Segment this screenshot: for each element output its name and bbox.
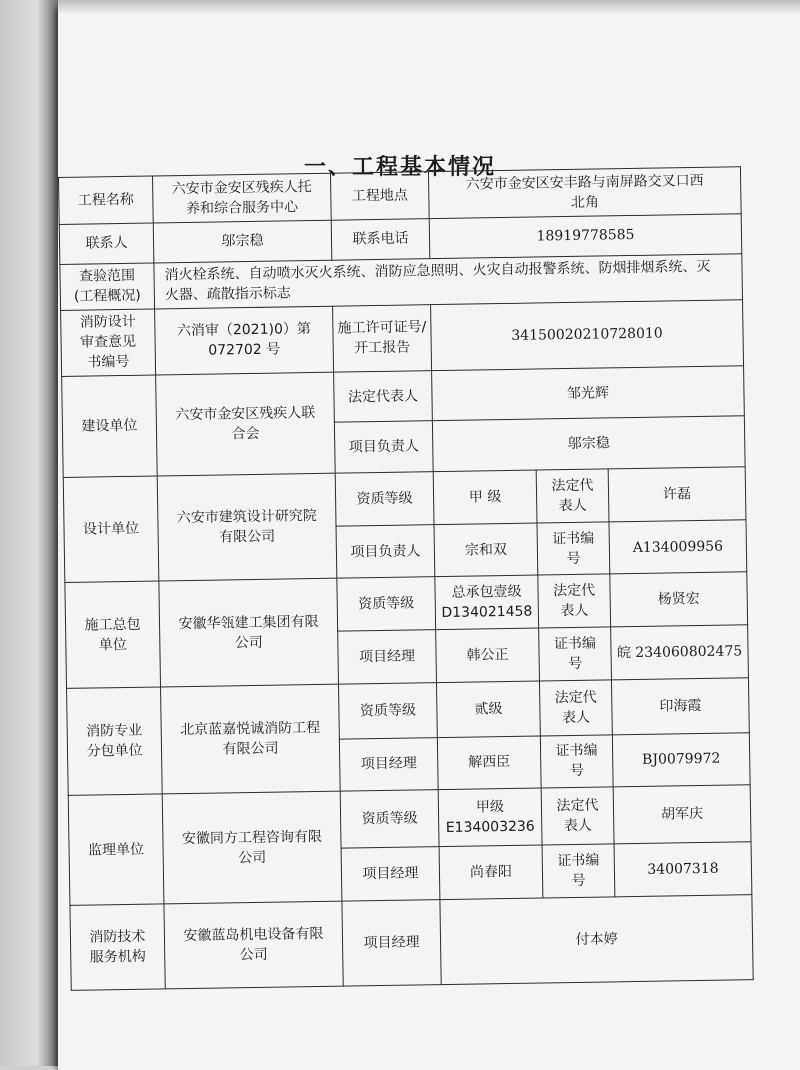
label-subcontractor-qualification: 资质等级: [338, 682, 437, 738]
table-row: [68, 785, 751, 852]
label-contractor-qualification: 资质等级: [337, 577, 436, 631]
builder-name-value: 六安市金安区残疾人联 合会: [156, 372, 336, 476]
label-design-certificate: 证书编 号: [537, 522, 610, 576]
label-general-contractor: 施工总包 单位: [65, 581, 161, 688]
label-subcontractor-certificate: 证书编 号: [540, 734, 613, 788]
contractor-name-value: 安徽华瓴建工集团有限 公司: [159, 579, 339, 687]
design-legal-rep-value: 许磊: [608, 467, 746, 522]
label-contractor-project-manager: 项目经理: [338, 630, 437, 684]
label-tech-service: 消防技术 服务机构: [70, 904, 165, 991]
project-name-value: 六安市金安区残疾人托 养和综合服务中心: [152, 173, 331, 222]
design-project-head-value: 宗和双: [434, 523, 538, 577]
design-unit-value: 六安市建筑设计研究院 有限公司: [157, 473, 337, 581]
table-row: [70, 894, 753, 990]
permit-no-value: 34150020210728010: [431, 300, 744, 371]
page-top-shadow: [58, 0, 800, 14]
table-row: [61, 300, 744, 377]
label-supervisor-certificate: 证书编 号: [542, 844, 615, 898]
label-design-legal-rep: 法定代 表人: [536, 469, 609, 523]
label-review-opinion-no: 消防设计 审查意见 书编号: [61, 309, 156, 376]
label-builder-legal-rep: 法定代表人: [334, 370, 433, 422]
tech-service-project-manager-value: 付本婷: [440, 894, 753, 984]
builder-legal-rep-value: 邹光辉: [432, 365, 745, 421]
design-certificate-value: A134009956: [609, 519, 747, 574]
supervisor-certificate-value: 34007318: [614, 842, 752, 897]
label-inspection-scope: 查验范围 (工程概况): [60, 263, 155, 310]
page-title: 一、工程基本情况: [303, 155, 496, 180]
subcontractor-name-value: 北京蓝嘉悦诚消防工程 有限公司: [161, 684, 341, 794]
builder-project-head-value: 邬宗稳: [432, 416, 745, 472]
label-subcontractor-legal-rep: 法定代 表人: [539, 680, 612, 736]
supervisor-legal-rep-value: 胡军庆: [613, 785, 751, 844]
contact-phone-value: 18919778585: [429, 213, 742, 258]
subcontractor-project-manager-value: 解西臣: [437, 736, 541, 790]
label-supervision: 监理单位: [68, 794, 164, 905]
tech-service-name-value: 安徽蓝岛机电设备有限 公司: [164, 901, 343, 989]
supervisor-project-manager-value: 尚春阳: [439, 845, 543, 899]
label-permit-no: 施工许可证号/ 开工报告: [333, 304, 432, 371]
project-location-value: 六安市金安区安丰路与南屏路交叉口西 北角: [428, 167, 741, 219]
label-supervisor-project-manager: 项目经理: [341, 847, 440, 901]
design-qualification-value: 甲 级: [433, 470, 537, 524]
project-info-table: [58, 166, 754, 991]
contact-value: 邬宗稳: [153, 220, 332, 263]
label-tech-service-project-manager: 项目经理: [342, 899, 441, 986]
label-builder-project-head: 项目负责人: [334, 421, 433, 473]
subcontractor-legal-rep-value: 印海霞: [611, 678, 749, 735]
subcontractor-qualification-value: 贰级: [436, 681, 540, 737]
label-project-location: 工程地点: [330, 172, 429, 220]
contractor-certificate-value: 皖 234060802475: [611, 625, 749, 680]
contractor-legal-rep-value: 杨贤宏: [610, 572, 748, 627]
contractor-project-manager-value: 韩公正: [436, 628, 540, 682]
label-design-unit: 设计单位: [63, 476, 159, 583]
label-contact: 联系人: [59, 223, 154, 265]
label-design-qualification: 资质等级: [335, 472, 434, 526]
supervisor-qualification-value: 甲级 E134003236: [438, 788, 542, 846]
inspection-scope-value: 消火栓系统、自动喷水灭火系统、消防应急照明、火灾自动报警系统、防烟排烟系统、灭 火器、疏散指示标志: [154, 254, 743, 309]
label-contractor-certificate: 证书编 号: [539, 627, 612, 681]
label-supervisor-qualification: 资质等级: [340, 790, 439, 848]
label-project-name: 工程名称: [59, 176, 154, 224]
review-opinion-no-value: 六消审（2021)0）第 072702 号: [155, 306, 334, 375]
label-contact-phone: 联系电话: [331, 218, 430, 260]
label-contractor-legal-rep: 法定代 表人: [538, 574, 611, 628]
label-fire-subcontractor: 消防专业 分包单位: [67, 687, 163, 796]
label-subcontractor-project-manager: 项目经理: [339, 737, 438, 791]
label-supervisor-legal-rep: 法定代 表人: [541, 787, 614, 845]
contractor-qualification-value: 总承包壹级 D134021458: [435, 575, 539, 629]
label-design-project-head: 项目负责人: [336, 524, 435, 578]
subcontractor-certificate-value: BJ0079972: [612, 732, 750, 787]
label-builder: 建设单位: [62, 375, 158, 478]
supervisor-name-value: 安徽同方工程咨询有限 公司: [162, 791, 342, 903]
